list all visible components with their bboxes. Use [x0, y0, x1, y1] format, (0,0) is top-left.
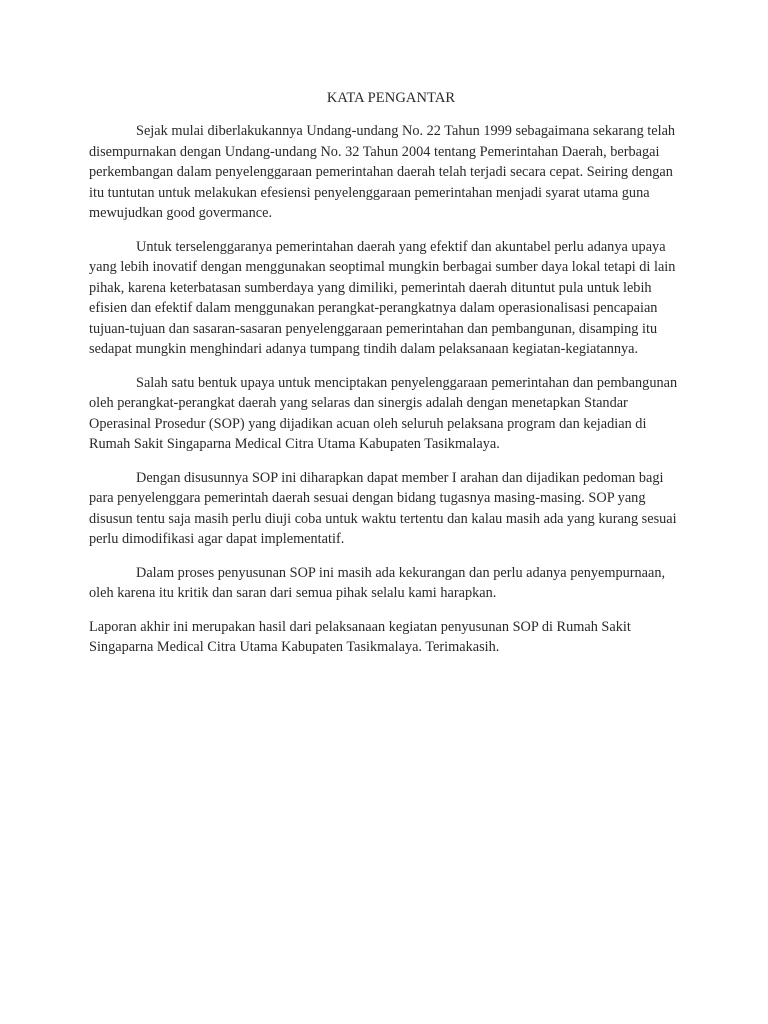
paragraph: Dalam proses penyusunan SOP ini masih ada kekurangan dan perlu adanya penyempurnaan, oleh karena itu kritik dan saran dari semua pihak selalu kami harapkan. — [89, 564, 666, 601]
document-body — [89, 88, 689, 671]
paragraph: Salah satu bentuk upaya untuk menciptakan penyelenggaraan pemerintahan dan pembangunan oleh perangkat-perangkat daerah yang selaras dan sinergis adalah dengan menetapkan Standar Operasinal Prosedur (SOP) yang dijadikan acuan oleh seluruh pelaksana program dan kejadian di Rumah Sakit Singaparna Medical Citra Utama Kabupaten Tasikmalaya. — [89, 374, 678, 452]
paragraph: Dengan disusunnya SOP ini diharapkan dapat member I arahan dan dijadikan pedoman bagi para penyelenggara pemerintah daerah sesuai dengan bidang tugasnya masing-masing. SOP yang disusun tentu saja masih perlu diuji coba untuk waktu tertentu dan kalau masih ada yang kurang sesuai perlu dimodifikasi agar dapat implementatif. — [89, 469, 677, 547]
page-title: KATA PENGANTAR — [326, 90, 456, 106]
paragraph: Untuk terselenggaranya pemerintahan daerah yang efektif dan akuntabel perlu adanya upaya yang lebih inovatif dengan menggunakan seoptimal mungkin berbagai sumber daya lokal tetapi di lain pihak, karena keterbatasan sumberdaya yang dimiliki, pemerintah daerah dituntut pula untuk lebih efisien dan efektif dalam menggunakan perangkat-perangkatnya dalam operasionalisasi pencapaian tujuan-tujuan dan sasaran-sasaran penyelenggaraan pemerintahan dan pembangunan, disamping itu sedapat mungkin menghindari adanya tumpang tindih dalam pelaksanaan kegiatan-kegiatannya. — [89, 238, 676, 357]
paragraph: Sejak mulai diberlakukannya Undang-undang No. 22 Tahun 1999 sebagaimana sekarang telah disempurnakan dengan Undang-undang No. 32 Tahun 2004 tentang Pemerintahan Daerah, berbagai perkembangan dalam penyelenggaraan pemerintahan daerah telah terjadi secara cepat. Seiring dengan itu tuntutan untuk melakukan efesiensi penyelenggaraan pemerintahan menjadi syarat utama guna mewujudkan good govermance. — [89, 123, 676, 221]
paragraph: Laporan akhir ini merupakan hasil dari pelaksanaan kegiatan penyusunan SOP di Rumah Sakit Singaparna Medical Citra Utama Kabupaten Tasikmalaya. Terimakasih. — [89, 618, 631, 655]
